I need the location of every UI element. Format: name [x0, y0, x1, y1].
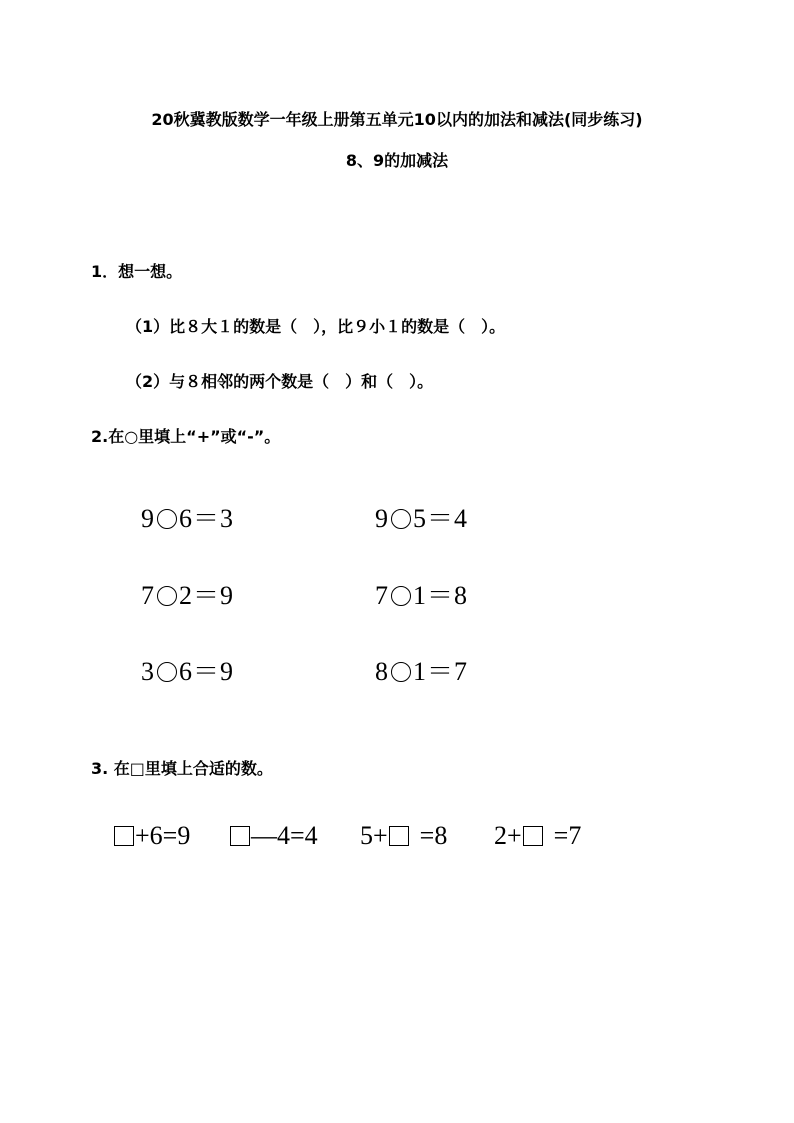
question-1-heading: 1．想一想。 [91, 262, 183, 281]
answer-box[interactable] [523, 826, 543, 846]
operand-b: 6 [179, 657, 193, 686]
box-equation-1 [113, 821, 190, 851]
result: 9 [220, 657, 235, 686]
question-3-heading: 3. 在□里填上合适的数。 [91, 759, 273, 778]
operand-b: 5 [413, 504, 427, 533]
circle-equation-1: 9 6＝3 [141, 504, 235, 533]
operand-a: 7 [375, 581, 389, 610]
operand-a: 8 [375, 657, 389, 686]
equation-prefix: 2+ [494, 821, 522, 850]
circle-equation-2: 9 5＝4 [375, 504, 469, 533]
operator-circle-blank[interactable] [391, 509, 411, 529]
result: 9 [220, 581, 235, 610]
result: 7 [454, 657, 469, 686]
operand-b: 1 [413, 581, 427, 610]
circle-equation-4: 7 1＝8 [375, 581, 469, 610]
box-equation-3 [360, 821, 447, 851]
circle-equation-6: 8 1＝7 [375, 657, 469, 686]
question-1-item-2: （2）与８相邻的两个数是（ ）和（ ）。 [126, 372, 434, 391]
operator-circle-blank[interactable] [391, 662, 411, 682]
worksheet-subtitle: 8、9的加减法 [345, 151, 449, 170]
circle-equation-3: 7 2＝9 [141, 581, 235, 610]
result: 4 [454, 504, 469, 533]
operator-circle-blank[interactable] [157, 662, 177, 682]
equation-suffix: +6=9 [135, 821, 191, 850]
question-1-item-1: （1）比８大１的数是（ ），比９小１的数是（ ）。 [126, 317, 506, 336]
answer-box[interactable] [230, 826, 250, 846]
operator-circle-blank[interactable] [157, 509, 177, 529]
worksheet-title: 20秋冀教版数学一年级上册第五单元10以内的加法和减法(同步练习) [151, 110, 643, 129]
circle-equation-5: 3 6＝9 [141, 657, 235, 686]
result: 8 [454, 581, 469, 610]
box-equation-4 [494, 821, 581, 851]
operand-b: 6 [179, 504, 193, 533]
operand-a: 9 [141, 504, 155, 533]
operand-a: 9 [375, 504, 389, 533]
operand-b: 1 [413, 657, 427, 686]
question-2-heading: 2.在○里填上“+”或“-”。 [91, 427, 281, 446]
operator-circle-blank[interactable] [391, 586, 411, 606]
equation-prefix: 5+ [360, 821, 388, 850]
operand-b: 2 [179, 581, 193, 610]
answer-box[interactable] [114, 826, 134, 846]
operand-a: 3 [141, 657, 155, 686]
operator-circle-blank[interactable] [157, 586, 177, 606]
result: 3 [220, 504, 235, 533]
box-equation-2 [229, 821, 318, 851]
equation-suffix: —4=4 [251, 821, 318, 850]
answer-box[interactable] [389, 826, 409, 846]
operand-a: 7 [141, 581, 155, 610]
equation-suffix: =7 [553, 821, 582, 850]
equation-suffix: =8 [419, 821, 448, 850]
